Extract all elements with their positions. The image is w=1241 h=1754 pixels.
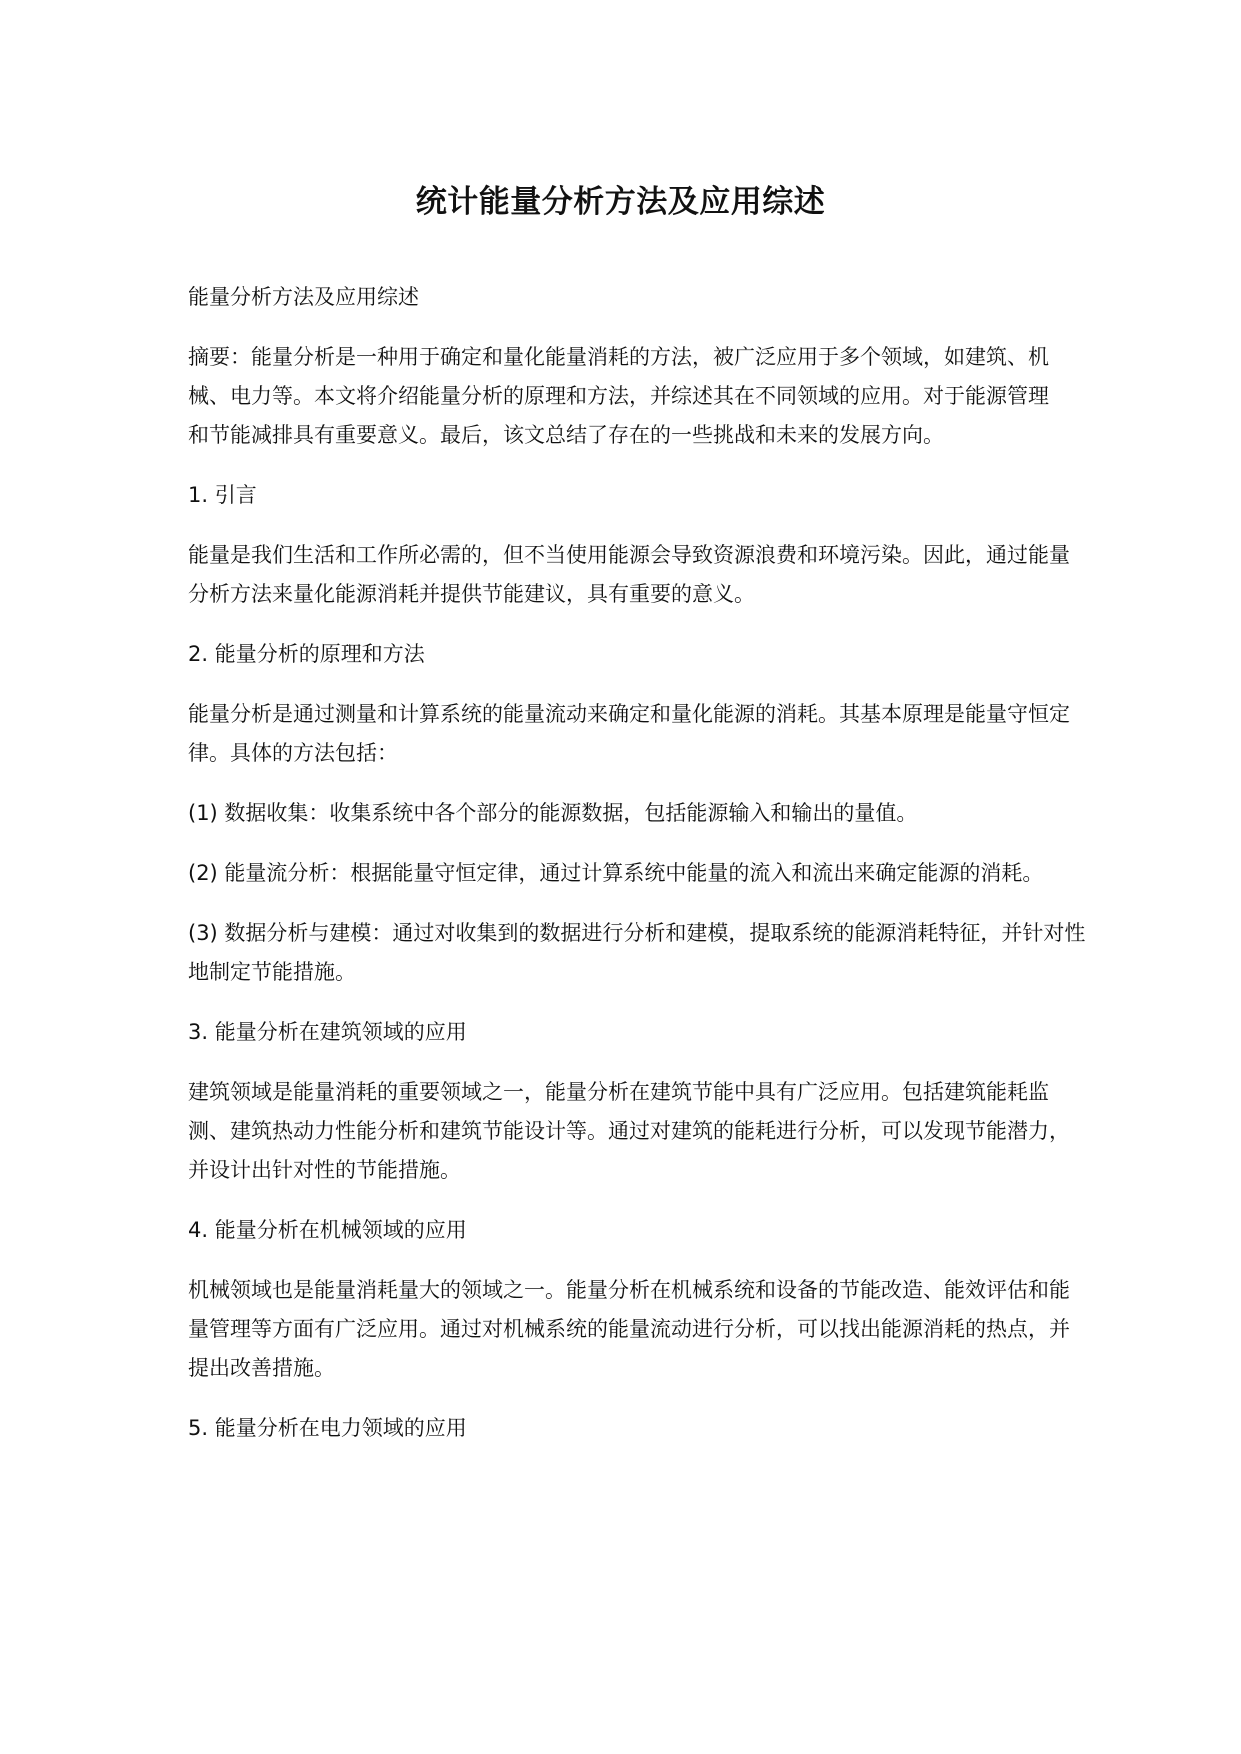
document-body	[188, 278, 1088, 1448]
introduction-paragraph: 能量是我们生活和工作所必需的，但不当使用能源会导致资源浪费和环境污染。因此，通过能量分析方法来量化能源消耗并提供节能建议，具有重要的意义。	[188, 543, 1070, 606]
principles-paragraph: 能量分析是通过测量和计算系统的能量流动来确定和量化能源的消耗。其基本原理是能量守恒定律。具体的方法包括：	[188, 702, 1070, 765]
mechanical-paragraph: 机械领域也是能量消耗量大的领域之一。能量分析在机械系统和设备的节能改造、能效评估和能量管理等方面有广泛应用。通过对机械系统的能量流动进行分析，可以找出能源消耗的热点，并提出改善措施。	[188, 1278, 1070, 1380]
section-heading-mechanical: 4. 能量分析在机械领域的应用	[188, 1218, 467, 1242]
document-title: 统计能量分析方法及应用综述	[415, 184, 826, 220]
abstract-paragraph: 摘要：能量分析是一种用于确定和量化能量消耗的方法，被广泛应用于多个领域，如建筑、机械、电力等。本文将介绍能量分析的原理和方法，并综述其在不同领域的应用。对于能源管理和节能减排具有重要意义。最后，该文总结了存在的一些挑战和未来的发展方向。	[188, 345, 1049, 447]
section-heading-building: 3. 能量分析在建筑领域的应用	[188, 1020, 467, 1044]
building-paragraph: 建筑领域是能量消耗的重要领域之一，能量分析在建筑节能中具有广泛应用。包括建筑能耗监测、建筑热动力性能分析和建筑节能设计等。通过对建筑的能耗进行分析，可以发现节能潜力，并设计出针对性的节能措施。	[188, 1080, 1070, 1182]
section-heading-power: 5. 能量分析在电力领域的应用	[188, 1416, 467, 1440]
method-item-modeling: (3) 数据分析与建模：通过对收集到的数据进行分析和建模，提取系统的能源消耗特征，并针对性地制定节能措施。	[188, 921, 1086, 984]
document-subtitle: 能量分析方法及应用综述	[188, 285, 419, 309]
method-item-data-collection: (1) 数据收集：收集系统中各个部分的能源数据，包括能源输入和输出的量值。	[188, 801, 918, 825]
method-item-energy-flow: (2) 能量流分析：根据能量守恒定律，通过计算系统中能量的流入和流出来确定能源的消耗。	[188, 861, 1044, 885]
section-heading-introduction: 1. 引言	[188, 483, 257, 507]
section-heading-principles: 2. 能量分析的原理和方法	[188, 642, 425, 666]
